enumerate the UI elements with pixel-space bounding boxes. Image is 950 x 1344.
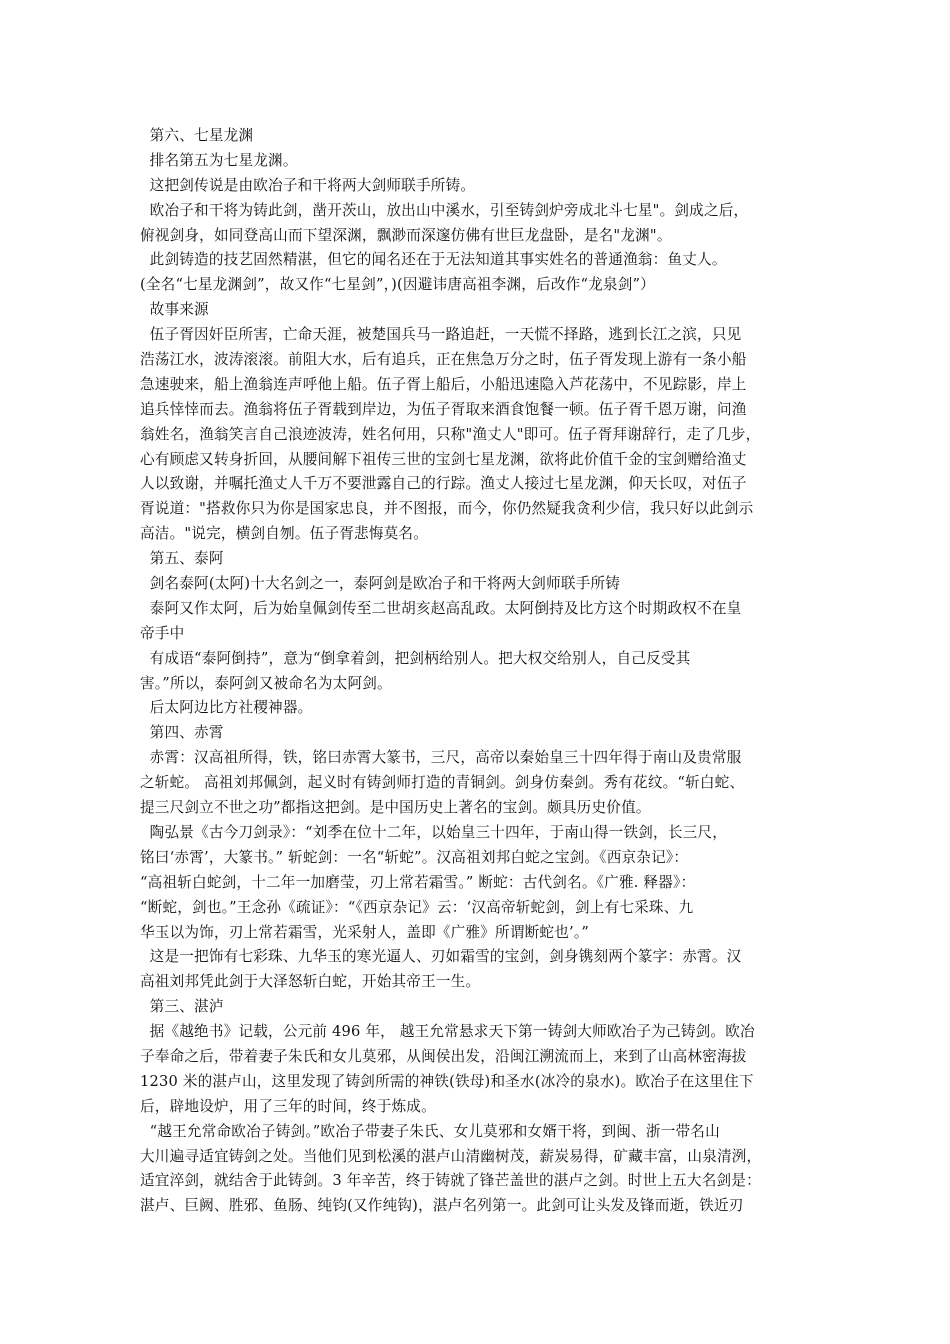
text-line: “越王允常命欧冶子铸剑。”欧冶子带妻子朱氏、女儿莫邪和女婿干将，到闽、浙一带名山 bbox=[140, 1122, 720, 1140]
text-line: 欧冶子和干将为铸此剑，凿开茨山，放出山中溪水，引至铸剑炉旁成北斗七星"。剑成之后， bbox=[140, 201, 749, 219]
document-body bbox=[140, 124, 812, 1219]
text-line: 华玉以为饰，刃上常若霜雪，光采射人，盖即《广雅》所谓断蛇也’。” bbox=[140, 923, 590, 941]
text-line: 胥说道："搭救你只为你是国家忠良，并不图报，而今，你仍然疑我贪利少信，我只好以此剑示 bbox=[140, 500, 754, 518]
heading-qixing-longyuan: 第六、七星龙渊 bbox=[140, 127, 254, 144]
text-line: (全名“七星龙渊剑”，故又作“七星剑”，)(因避讳唐高祖李渊，后改作“龙泉剑”） bbox=[140, 276, 655, 294]
text-line: 陶弘景《古今刀剑录》：“刘季在位十二年，以始皇三十四年，于南山得一铁剑，长三尺， bbox=[140, 823, 727, 841]
text-line: 翁姓名，渔翁笑言自己浪迹波涛，姓名何用，只称"渔丈人"即可。伍子胥拜谢辞行，走了几步， bbox=[140, 425, 761, 443]
text-line: 适宜淬剑，就结舍于此铸剑。3 年辛苦，终于铸就了锋芒盖世的湛卢之剑。时世上五大名剑是： bbox=[140, 1172, 761, 1190]
text-line: 这是一把饰有七彩珠、九华玉的寒光逼人、刃如霜雪的宝剑，剑身镌刻两个篆字：赤霄。汉 bbox=[140, 948, 742, 966]
text-line: 急速驶来，船上渔翁连声呼他上船。伍子胥上船后，小船迅速隐入芦花荡中，不见踪影，岸上 bbox=[140, 375, 747, 393]
text-line: 湛卢、巨阙、胜邪、鱼肠、纯钧(又作纯钩)，湛卢名列第一。此剑可让头发及锋而逝，铁近刃 bbox=[140, 1197, 744, 1215]
text-line: “高祖斩白蛇剑，十二年一加磨莹，刃上常若霜雪。” 断蛇：古代剑名。《广雅. 释器》： bbox=[140, 873, 696, 891]
text-line: 提三尺剑立不世之功”都指这把剑。是中国历史上著名的宝剑。颇具历史价值。 bbox=[140, 799, 651, 817]
text-line: 赤霄：汉高祖所得，铁，铭曰赤霄大篆书，三尺，高帝以秦始皇三十四年得于南山及贵常服 bbox=[140, 749, 742, 767]
text-line: 后太阿边比方社稷神器。 bbox=[140, 699, 313, 717]
text-line: 泰阿又作太阿，后为始皇佩剑传至二世胡亥赵高乱政。太阿倒持及比方这个时期政权不在皇 bbox=[140, 599, 742, 617]
text-line: “断蛇，剑也。”王念孙《疏证》：“《西京杂记》云：‘汉高帝斩蛇剑，剑上有七采珠、九 bbox=[140, 898, 694, 916]
text-line: 剑名泰阿(太阿)十大名剑之一，泰阿剑是欧冶子和干将两大剑师联手所铸 bbox=[140, 575, 621, 593]
text-line: 子奉命之后，带着妻子朱氏和女儿莫邪，从闽侯出发，沿闽江溯流而上，来到了山高林密海拔 bbox=[140, 1047, 747, 1065]
text-line: 追兵悻悻而去。渔翁将伍子胥载到岸边，为伍子胥取来酒食饱餐一顿。伍子胥千恩万谢，问渔 bbox=[140, 400, 747, 418]
text-line: 伍子胥因奸臣所害，亡命天涯，被楚国兵马一路追赶，一天慌不择路，逃到长江之滨，只见 bbox=[140, 326, 742, 344]
text-line: 大川遍寻适宜铸剑之处。当他们见到松溪的湛卢山清幽树茂，薪炭易得，矿藏丰富，山泉清洌， bbox=[140, 1147, 762, 1165]
text-line: 心有顾虑又转身折回，从腰间解下祖传三世的宝剑七星龙渊，欲将此价值千金的宝剑赠给渔丈 bbox=[140, 450, 747, 468]
text-line: 人以致谢，并嘱托渔丈人千万不要泄露自己的行踪。渔丈人接过七星龙渊，仰天长叹，对伍子 bbox=[140, 475, 747, 493]
text-line: 据《越绝书》记载，公元前 496 年， 越王允常悬求天下第一铸剑大师欧冶子为己铸剑。欧冶 bbox=[140, 1023, 755, 1041]
text-line: 此剑铸造的技艺固然精湛，但它的闻名还在于无法知道其事实姓名的普通渔翁：鱼丈人。 bbox=[140, 251, 727, 269]
text-line: 帝手中 bbox=[140, 624, 185, 642]
heading-zhanlu: 第三、湛泸 bbox=[140, 998, 224, 1016]
heading-story-source: 故事来源 bbox=[140, 301, 209, 319]
text-line: 浩荡江水，波涛滚滚。前阻大水，后有追兵，正在焦急万分之时，伍子胥发现上游有一条小船 bbox=[140, 351, 747, 369]
heading-taia: 第五、泰阿 bbox=[140, 550, 224, 568]
text-line: 害。”所以，泰阿剑又被命名为太阿剑。 bbox=[140, 674, 392, 692]
text-line: 俯视剑身，如同登高山而下望深渊，飘渺而深邃仿佛有世巨龙盘卧，是名"龙渊"。 bbox=[140, 226, 672, 244]
text-line: 1230 米的湛卢山，这里发现了铸剑所需的神铁(铁母)和圣水(冰冷的泉水)。欧冶子在这里住下 bbox=[140, 1072, 754, 1090]
text-line: 铭曰‘赤霄’，大篆书。” 斩蛇剑：一名“斩蛇”。汉高祖刘邦白蛇之宝剑。《西京杂记》： bbox=[140, 848, 689, 866]
text-line: 高洁。"说完，横剑自刎。伍子胥悲悔莫名。 bbox=[140, 525, 428, 543]
text-line: 有成语“泰阿倒持”，意为“倒拿着剑，把剑柄给别人。把大权交给别人，自己反受其 bbox=[140, 649, 691, 667]
heading-chixiao: 第四、赤霄 bbox=[140, 724, 224, 742]
text-line: 后，辟地设炉，用了三年的时间，终于炼成。 bbox=[140, 1097, 436, 1115]
text-line: 这把剑传说是由欧冶子和干将两大剑师联手所铸。 bbox=[140, 176, 476, 194]
text-line: 之斩蛇。 高祖刘邦佩剑，起义时有铸剑师打造的青铜剑。剑身仿秦剑。秀有花纹。“斩白蛇、 bbox=[140, 774, 745, 792]
text-line: 高祖刘邦凭此剑于大泽怒斩白蛇，开始其帝王一生。 bbox=[140, 973, 481, 991]
text-line: 排名第五为七星龙渊。 bbox=[140, 151, 298, 169]
